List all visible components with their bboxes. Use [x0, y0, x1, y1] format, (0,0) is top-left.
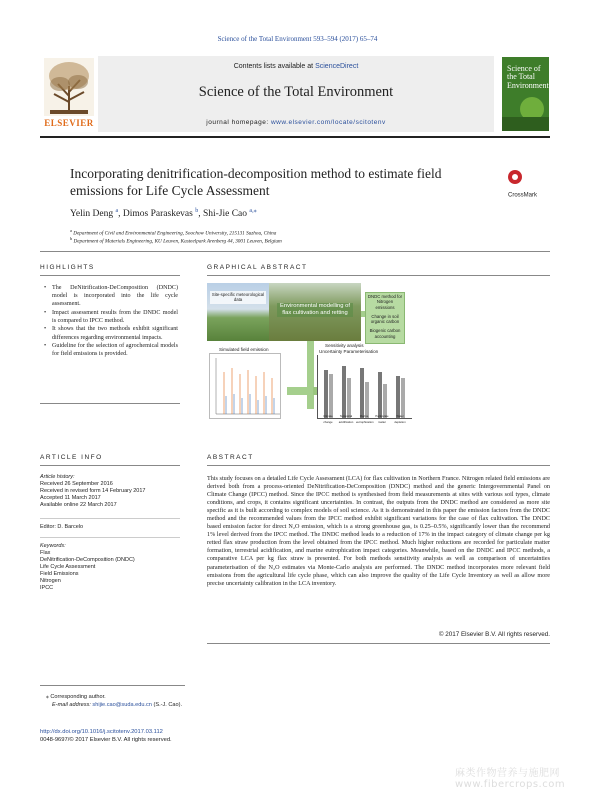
highlight-item: • Guideline for the selection of agrochemical models for field emissions is provided. [44, 342, 178, 358]
history-item: Available online 22 March 2017 [40, 502, 117, 508]
simulated-emission-chart [209, 353, 281, 419]
abstract-rule [207, 465, 550, 466]
doi-block [40, 728, 172, 744]
history-item: Received in revised form 14 February 2017 [40, 488, 146, 494]
author-name[interactable]: Dimos Paraskevas [122, 209, 193, 220]
meteorological-photo [207, 283, 269, 341]
dndc-method-box [365, 292, 405, 344]
graphical-abstract-heading: GRAPHICAL ABSTRACT [207, 264, 308, 271]
homepage-prefix: journal homepage: [206, 119, 269, 126]
keyword[interactable]: Nitrogen [40, 578, 61, 584]
author-name[interactable]: Shi-Jie Cao [202, 209, 248, 220]
title-block-rule [40, 251, 550, 252]
graphical-abstract-figure[interactable] [207, 283, 550, 423]
bar [378, 372, 382, 418]
bar-label: Climate change [323, 414, 333, 424]
dndc-box-line: DNDC method for Nitrogen emissions [367, 294, 403, 310]
issn-line: 0048-9697/© 2017 Elsevier B.V. All rights reserved. [40, 737, 172, 743]
keywords-label: Keywords: [40, 543, 66, 549]
graphical-abstract-rule [207, 275, 550, 276]
article-info-heading: ARTICLE INFO [40, 454, 103, 461]
article-info-divider [40, 518, 180, 519]
bar [360, 368, 364, 418]
sensitivity-bar-chart [317, 355, 412, 424]
watermark: 麻类作物营养与施肥网 www.fibercrops.com [455, 768, 566, 790]
arrow-left [287, 387, 315, 395]
highlights-heading: HIGHLIGHTS [40, 264, 95, 271]
flax-field-photo [269, 283, 361, 341]
publisher-wordmark: ELSEVIER [44, 118, 94, 128]
affiliation [70, 235, 490, 246]
doi-link[interactable]: http://dx.doi.org/10.1016/j.scitotenv.2017.03.112 [40, 729, 163, 735]
uncertainty-title: Uncertainty Parameterisation [319, 349, 379, 354]
highlights-list [44, 284, 178, 359]
simulated-emission-plot [210, 354, 282, 420]
journal-reference[interactable]: Science of the Total Environment 593–594 (2017) 65–74 [217, 35, 378, 43]
author-affil-sup[interactable]: a [115, 208, 119, 214]
author-name[interactable]: Yelin Deng [70, 209, 114, 220]
highlight-item: • The DeNitrification-DeComposition (DNDC) model is incorporated into the life cycle assessment. [44, 284, 178, 308]
author-affil-sup[interactable]: b [195, 208, 199, 214]
field-label: Environmental modelling of flax cultivation and retting [277, 303, 353, 317]
bar-label: Particulate matter [375, 414, 389, 424]
bar [401, 378, 405, 418]
author-list: Yelin Deng $^a$, Dimos Paraskevas $^b$, Shi-Jie Cao $^{a,⁎}$ [70, 208, 257, 220]
history-item: Accepted 11 March 2017 [40, 495, 101, 501]
keyword[interactable]: DeNitrification-DeComposition (DNDC) [40, 557, 135, 563]
email-suffix: (S.-J. Cao). [153, 702, 183, 708]
bar-label: Terrestrial acidification [338, 414, 354, 424]
bar [329, 374, 333, 418]
bar-label: Marine eutrophication [356, 414, 374, 424]
bar-label: Water depletion [394, 414, 406, 424]
history-item: Received 26 September 2016 [40, 481, 113, 487]
dndc-box-line: Change in soil organic carbon [370, 313, 400, 325]
affiliation-sup: b [70, 236, 73, 241]
abstract-bottom-rule [207, 643, 550, 644]
affiliation-text: Department of Materials Engineering, KU Leuven, Kasteelpark Arenberg 44, 3001 Leuven, Belgium [73, 238, 282, 245]
article-info-divider [40, 537, 180, 538]
highlight-item: • It shows that the two methods exhibit significant differences regarding environmental impacts. [44, 325, 178, 341]
cover-title: Science of the Total Environment [507, 64, 549, 90]
keyword[interactable]: Flax [40, 550, 51, 556]
arrow-down [307, 341, 314, 409]
journal-homepage [98, 119, 494, 126]
bar [365, 382, 369, 418]
bar [383, 384, 387, 418]
sim-chart-title: Simulated field emission [219, 347, 269, 352]
crossmark-badge[interactable] [508, 168, 552, 204]
corresponding-note [46, 693, 182, 709]
journal-cover-thumbnail[interactable] [502, 57, 549, 131]
affiliation-text: Department of Civil and Environmental Engineering, Soochow University, 215131 Suzhou, China [73, 230, 277, 237]
keywords [40, 543, 174, 592]
editor: Editor: D. Barcelo [40, 524, 84, 530]
crossmark-label: CrossMark [508, 192, 538, 199]
highlights-rule [40, 275, 180, 276]
affiliation-sup: a [70, 228, 72, 233]
keyword[interactable]: IPCC [40, 585, 54, 591]
dndc-box-line: Biogenic carbon accounting [369, 328, 401, 339]
highlight-item: • Impact assessment results from the DNDC model is compared to IPCC method. [44, 309, 178, 325]
sciencedirect-link[interactable]: ScienceDirect [315, 63, 359, 70]
crossmark-icon [508, 170, 522, 184]
abstract-heading: ABSTRACT [207, 454, 254, 461]
article-history [40, 474, 174, 509]
cover-art [502, 57, 549, 131]
photo-label: Site-specific meteorological data [211, 292, 265, 303]
bar [324, 370, 328, 418]
contents-prefix: Contents lists available at [233, 63, 314, 70]
bar [342, 366, 346, 418]
contents-line [98, 63, 494, 70]
article-info-rule [40, 465, 180, 466]
header-rule [40, 136, 550, 138]
journal-title: Science of the Total Environment [198, 84, 394, 100]
abstract-body: This study focuses on a detailed Life Cycle Assessment (LCA) for flax cultivation in Northern France. Nitrogen related field emissions are derived both from a process-oriented DeNitrification-DeComposition (DNDC) method and the generic Intergovernmental Panel on Climate Change (IPCC) method. Since the IPCC method is synthesised from field measurements at sites with various soil types, climate conditions, and crops, it contains significant uncertainties. In contrast, the outputs from the DNDC method are considered as more site specific as it is built according to complex models of soil science. As it is demonstrated in this paper the emission factors from the DNDC method and the recommended values from the IPCC method exhibit significant variations for the case of flax cultivation. The DNDC based emission factor for direct N₂O emission, which is a strong greenhouse gas, is 0.25–0.5%, significantly lower than the recommend 1% level derived from the IPCC method. The DNDC method leads to a reduction of 17% in the impact category of climate change per kg retted flax straw production from the level obtained from the IPCC method. Much higher reductions are recorded for particulate matter formation, terrestrial acidification, and marine eutrophication impact categories. Meanwhile, based on the DNDC and IPCC methods, a comparative LCA per kg flax straw is presented. For both methods sensitivity analysis as well as comparison of uncertainties parameterisation of the N₂O estimates via Monte-Carlo analysis are performed. The DNDC method incorporates more relevant field emissions from the agricultural life cycle phase, which can also improve the quality of the Life Cycle Inventory as well as allow more precise uncertainty calibration in the LCA inventory. [207, 476, 550, 587]
author-affil-sup[interactable]: a,⁎ [249, 208, 257, 214]
bar [347, 378, 351, 418]
history-label: Article history: [40, 474, 75, 480]
footnote-rule [40, 685, 185, 686]
keyword[interactable]: Field Emissions [40, 571, 79, 577]
email-link[interactable]: shijie.cao@suda.edu.cn [92, 702, 152, 708]
corresponding-label: ⁎ Corresponding author. [46, 694, 106, 700]
highlights-bottom-rule [40, 403, 180, 404]
article-title: Incorporating denitrification-decomposition method to estimate field emissions for Life Cycle Assessment [70, 166, 442, 198]
keyword[interactable]: Life Cycle Assessment [40, 564, 96, 570]
email-label: E-mail address: [52, 702, 91, 708]
homepage-link[interactable]: www.elsevier.com/locate/scitotenv [270, 119, 386, 126]
bar [396, 376, 400, 418]
copyright: © 2017 Elsevier B.V. All rights reserved. [438, 631, 550, 638]
sens-title: Sensitivity analysis [325, 343, 364, 348]
